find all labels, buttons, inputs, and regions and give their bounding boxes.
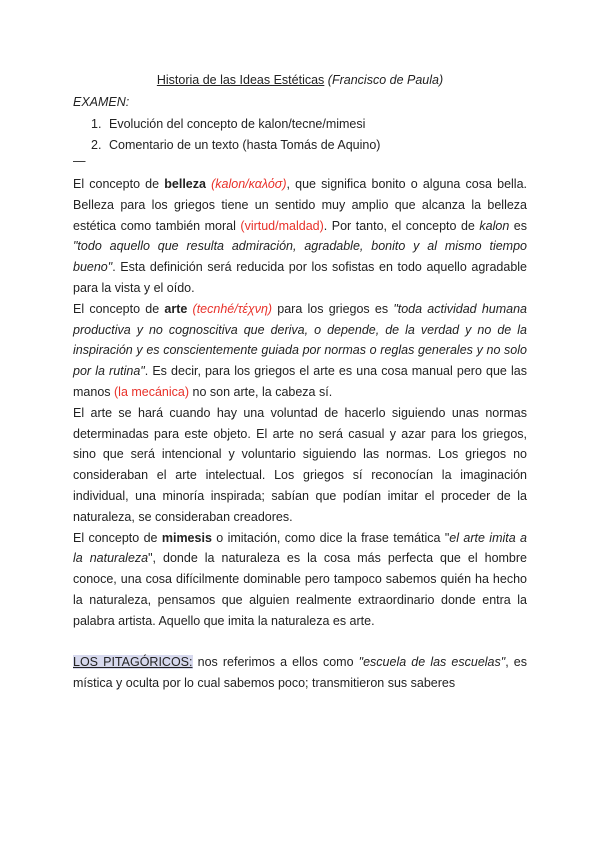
paragraph-voluntad: El arte se hará cuando hay una voluntad de hacerlo siguiendo unas normas determinadas para este objeto. El arte no será casual y azar para los griegos, sino que será intencional y voluntario siguiendo las normas. Los griegos no consideraban el arte intelectual. Los griegos sí reconocían la imaginación individual, una minoría inspirada; sabían que podían imitar el proceder de la naturaleza, se consideraban creadores. [73,405,527,524]
paragraph-pitagoricos [73,652,527,694]
paragraph-mimesis [73,528,527,632]
italic-quote: "todo aquello que resulta admiración, agradable, bonito y al mismo tiempo bueno" [73,239,527,275]
italic-quote: "toda actividad humana productiva y no cognoscitiva que deriva, o depende, de la verdad y no de la inspiración y es conscientemente guiada por normas o reglas generales y no solo por la rutina" [73,301,528,379]
bold-term: arte [164,301,188,316]
list-number: 2. [91,138,102,152]
document-title [0,72,600,88]
text: para los griegos es [272,301,394,316]
exam-list [91,114,380,156]
exam-list-item [91,114,380,135]
list-text: Evolución del concepto de kalon/tecne/mimesi [109,117,366,131]
paragraph-spacer [73,632,527,653]
italic-quote: el arte imita a la naturaleza [73,530,527,566]
paragraph-arte [73,299,527,403]
document-body [73,174,527,694]
title-author: (Francisco de Paula) [327,73,444,87]
text: . Esta definición será reducida por los sofistas en todo aquello agradable para la vista y el oído. [73,260,527,295]
exam-label: EXAMEN: [73,95,130,109]
text: El concepto de [73,177,165,191]
text: El concepto de [73,530,162,545]
separator-dash: — [73,154,86,168]
list-text: Comentario de un texto (hasta Tomás de Aquino) [109,138,381,152]
exam-list-item [91,135,380,156]
red-term: (la mecánica) [114,384,190,399]
text: , es mística y oculta por lo cual sabemos poco; transmitieron sus saberes [73,655,527,691]
title-main: Historia de las Ideas Estéticas [156,73,325,87]
text: , que significa bonito o alguna cosa bella. Belleza para los griegos tiene un sentido muy amplio que alcanza la belleza estética como también moral [73,177,527,233]
red-term: (virtud/maldad) [240,218,324,233]
text: o imitación, como dice la frase temática " [211,530,450,545]
text: El concepto de [73,301,165,316]
bold-term: mimesis [161,530,212,545]
text: . Por tanto, el concepto de [323,218,480,233]
bold-term: belleza [164,177,206,191]
italic-term: kalon [479,218,510,233]
highlighted-heading: LOS PITAGÓRICOS: [73,655,193,670]
paragraph-belleza [73,174,527,299]
red-term: (tecnhé/τέχνη) [192,301,273,316]
text: ", donde la naturaleza es la cosa más perfecta que el hombre conoce, una cosa difícilmente dominable pero tampoco sabemos quién ha hecho la naturaleza, pensamos que alguien realmente extraordinario donde entra la palabra artista. Aquello que imita la naturaleza es arte. [73,551,527,628]
text: no son arte, la cabeza sí. [189,384,333,399]
list-number: 1. [91,117,102,131]
text: . Es decir, para los griegos el arte es una cosa manual pero que las manos [73,364,527,399]
italic-quote: "escuela de las escuelas" [358,655,506,670]
text: nos referimos a ellos como [192,655,359,670]
text: es [509,218,527,233]
red-term: (kalon/καλόσ) [211,177,287,191]
